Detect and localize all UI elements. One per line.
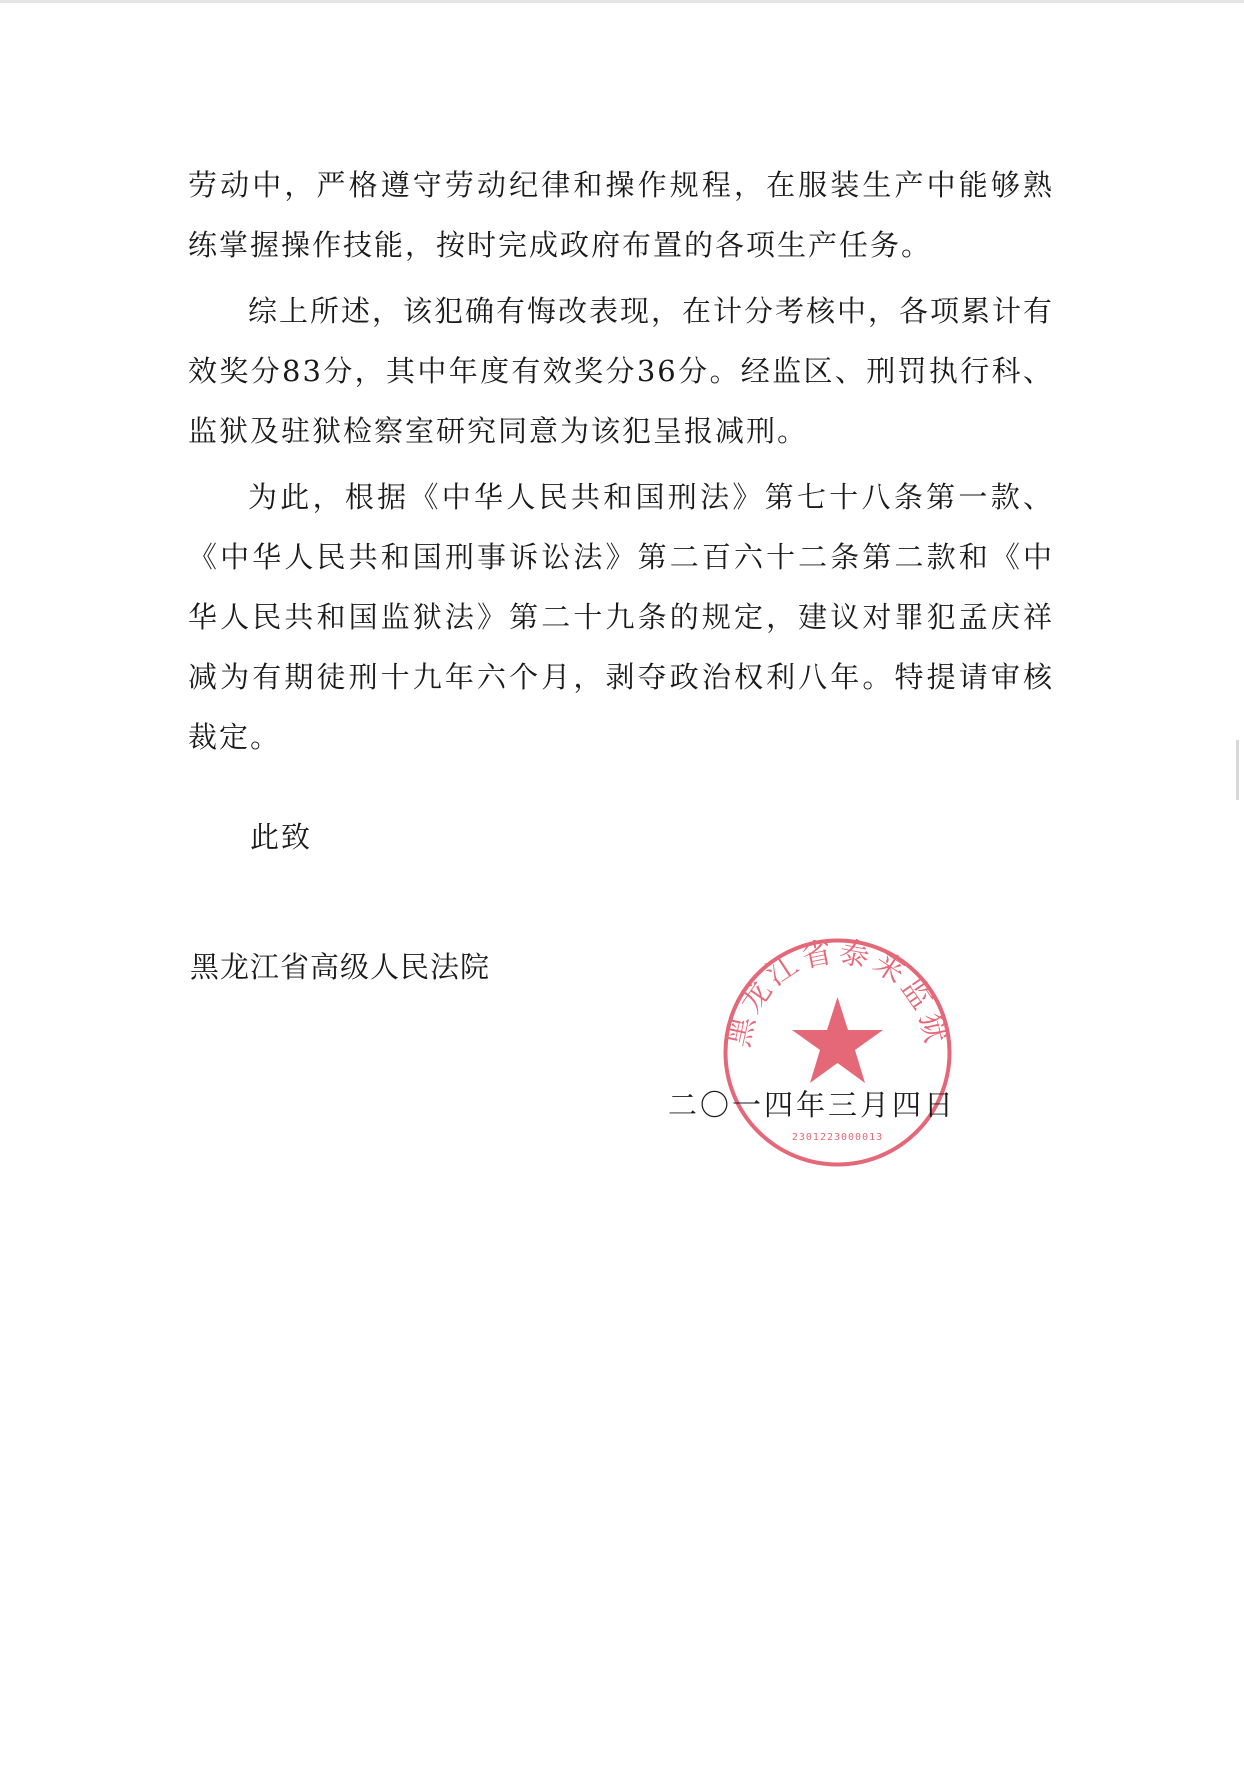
closing-salutation: 此致 [250, 820, 313, 854]
seal-serial: 2301223000013 [791, 1132, 884, 1143]
letter-body [188, 155, 1054, 773]
seal-text: 黑龙江省泰来监狱 [721, 935, 954, 1051]
paragraph-proposal: 为此，根据《中华人民共和国刑法》第七十八条第一款、《中华人民共和国刑事诉讼法》第二百六十二条第二款和《中华人民共和国监狱法》第二十九条的规定，建议对罪犯孟庆祥减为有期徒刑十九年六个月，剥夺政治权利八年。特提请审核裁定。 [188, 480, 1054, 754]
recipient-court: 黑龙江省高级人民法院 [190, 950, 491, 984]
star-icon [792, 997, 883, 1083]
paragraph-labor: 劳动中，严格遵守劳动纪律和操作规程，在服装生产中能够熟练掌握操作技能，按时完成政府布置的各项生产任务。 [188, 168, 1054, 262]
paragraph-summary: 综上所述，该犯确有悔改表现，在计分考核中，各项累计有效奖分83分，其中年度有效奖分36分。经监区、刑罚执行科、监狱及驻狱检察室研究同意为该犯呈报减刑。 [188, 294, 1055, 448]
scan-mark-top [0, 0, 1244, 3]
official-seal [720, 935, 955, 1170]
signature-date: 二〇一四年三月四日 [668, 1088, 957, 1122]
scan-mark-right [1236, 740, 1239, 800]
